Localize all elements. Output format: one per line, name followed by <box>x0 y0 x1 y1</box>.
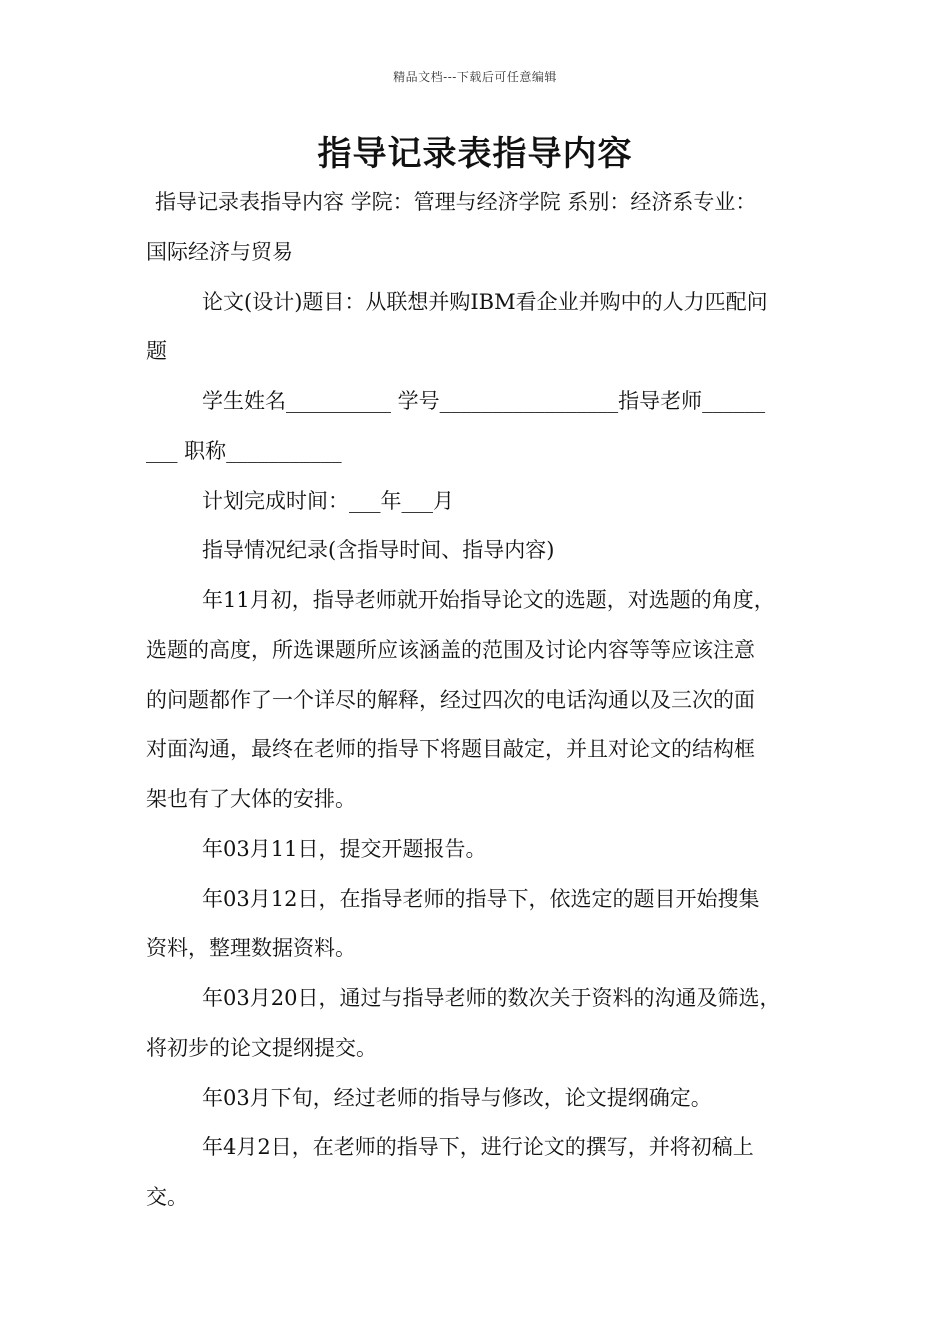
record-paragraph-1-line-5: 架也有了大体的安排。 <box>146 787 356 811</box>
student-info-line-2: ___ 职称___________ <box>146 439 342 463</box>
meta-line-1: 指导记录表指导内容 学院：管理与经济学院 系别：经济系专业： <box>155 190 757 214</box>
record-paragraph-4-line-1: 年03月20日，通过与指导老师的数次关于资料的沟通及筛选， <box>202 986 781 1010</box>
thesis-title-line-2: 题 <box>146 339 167 363</box>
record-paragraph-1-line-2: 选题的高度，所选课题所应该涵盖的范围及讨论内容等等应该注意 <box>146 638 755 662</box>
record-paragraph-3-line-1: 年03月12日，在指导老师的指导下，依选定的题目开始搜集 <box>202 887 760 911</box>
student-info-line-1: 学生姓名__________ 学号_________________指导老师______ <box>202 389 766 413</box>
record-paragraph-5: 年03月下旬，经过老师的指导与修改，论文提纲确定。 <box>202 1086 712 1110</box>
thesis-title-line-1: 论文(设计)题目：从联想并购IBM看企业并购中的人力匹配问 <box>202 290 768 314</box>
record-heading: 指导情况纪录(含指导时间、指导内容) <box>202 538 555 562</box>
record-paragraph-1-line-4: 对面沟通，最终在老师的指导下将题目敲定，并且对论文的结构框 <box>146 737 755 761</box>
record-paragraph-6-line-2: 交。 <box>146 1185 188 1209</box>
record-paragraph-6-line-1: 年4月2日，在老师的指导下，进行论文的撰写，并将初稿上 <box>202 1135 754 1159</box>
plan-time-line: 计划完成时间：___年___月 <box>202 489 454 513</box>
record-paragraph-3-line-2: 资料，整理数据资料。 <box>146 936 356 960</box>
record-paragraph-2: 年03月11日，提交开题报告。 <box>202 837 487 861</box>
record-paragraph-1-line-1: 年11月初，指导老师就开始指导论文的选题，对选题的角度， <box>202 588 775 612</box>
record-paragraph-1-line-3: 的问题都作了一个详尽的解释，经过四次的电话沟通以及三次的面 <box>146 688 755 712</box>
record-paragraph-4-line-2: 将初步的论文提纲提交。 <box>146 1036 377 1060</box>
meta-line-2: 国际经济与贸易 <box>146 240 293 264</box>
page-title: 指导记录表指导内容 <box>317 134 633 174</box>
header-note: 精品文档---下载后可任意编辑 <box>393 70 557 84</box>
